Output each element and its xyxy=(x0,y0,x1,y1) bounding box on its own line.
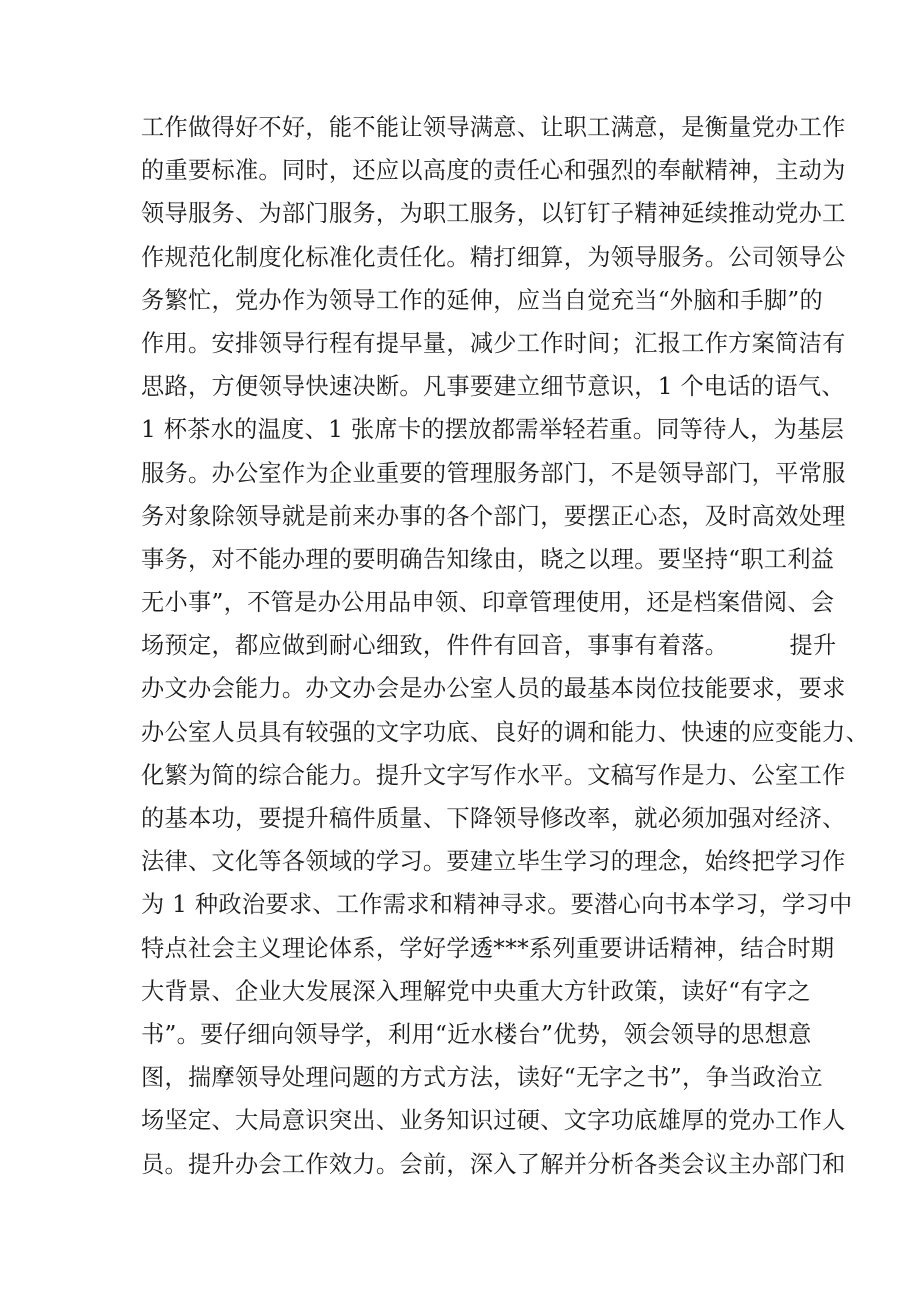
text-line: 大背景、企业大发展深入理解党中央重大方针政策，读好“有字之 xyxy=(141,977,811,1005)
text-line: 工作做得好不好，能不能让领导满意、让职工满意，是衡量党办工作 xyxy=(141,114,846,141)
text-line: 领导服务、为部门服务，为职工服务，以钉钉子精神延续推动党办工 xyxy=(141,200,846,228)
text-line: 务对象除领导就是前来办事的各个部门，要摆正心态，及时高效处理 xyxy=(141,502,846,530)
text-line: 务繁忙，党办作为领导工作的延伸，应当自觉充当“外脑和手脚”的 xyxy=(141,286,823,314)
text-line: 办公室人员具有较强的文字功底、良好的调和能力、快速的应变能力、 xyxy=(141,718,870,746)
text-line: 的基本功，要提升稿件质量、下降领导修改率，就必须加强对经济、 xyxy=(141,805,846,832)
text-line: 图，揣摩领导处理问题的方式方法，读好“无字之书”，争当政治立 xyxy=(141,1064,823,1092)
body-text xyxy=(141,106,870,1186)
text-line: 的重要标准。同时，还应以高度的责任心和强烈的奉献精神，主动为 xyxy=(141,157,846,185)
text-line: 员。提升办会工作效力。会前，深入了解并分析各类会议主办部门和 xyxy=(141,1150,846,1178)
text-line: 为 1 种政治要求、工作需求和精神寻求。要潜心向书本学习，学习中 xyxy=(141,891,853,919)
text-line: 1 杯茶水的温度、1 张席卡的摆放都需举轻若重。同等待人，为基层 xyxy=(141,416,845,444)
text-line: 法律、文化等各领域的学习。要建立毕生学习的理念，始终把学习作 xyxy=(141,848,846,876)
text-line: 思路，方便领导快速决断。凡事要建立细节意识，1 个电话的语气、 xyxy=(141,373,845,401)
text-line: 作规范化制度化标准化责任化。精打细算，为领导服务。公司领导公 xyxy=(141,243,846,271)
text-line: 无小事”，不管是办公用品申领、印章管理使用，还是档案借阅、会 xyxy=(141,589,835,617)
text-line: 办文办会能力。办文办会是办公室人员的最基本岗位技能要求，要求 xyxy=(141,675,846,703)
text-line: 作用。安排领导行程有提早量，减少工作时间；汇报工作方案简洁有 xyxy=(141,329,846,357)
text-line: 特点社会主义理论体系，学好学透***系列重要讲话精神，结合时期 xyxy=(141,934,835,962)
text-line: 化繁为简的综合能力。提升文字写作水平。文稿写作是力、公室工作 xyxy=(141,761,846,789)
text-line: 服务。办公室作为企业重要的管理服务部门，不是领导部门，平常服 xyxy=(141,459,846,487)
text-line: 场坚定、大局意识突出、业务知识过硬、文字功底雄厚的党办工作人 xyxy=(141,1107,846,1135)
text-line: 场预定，都应做到耐心细致，件件有回音，事事有着落。 提升 xyxy=(141,632,837,660)
text-line: 书”。要仔细向领导学，利用“近水楼台”优势，领会领导的思想意 xyxy=(141,1020,812,1048)
text-line: 事务，对不能办理的要明确告知缘由，晓之以理。要坚持“职工利益 xyxy=(141,545,835,573)
